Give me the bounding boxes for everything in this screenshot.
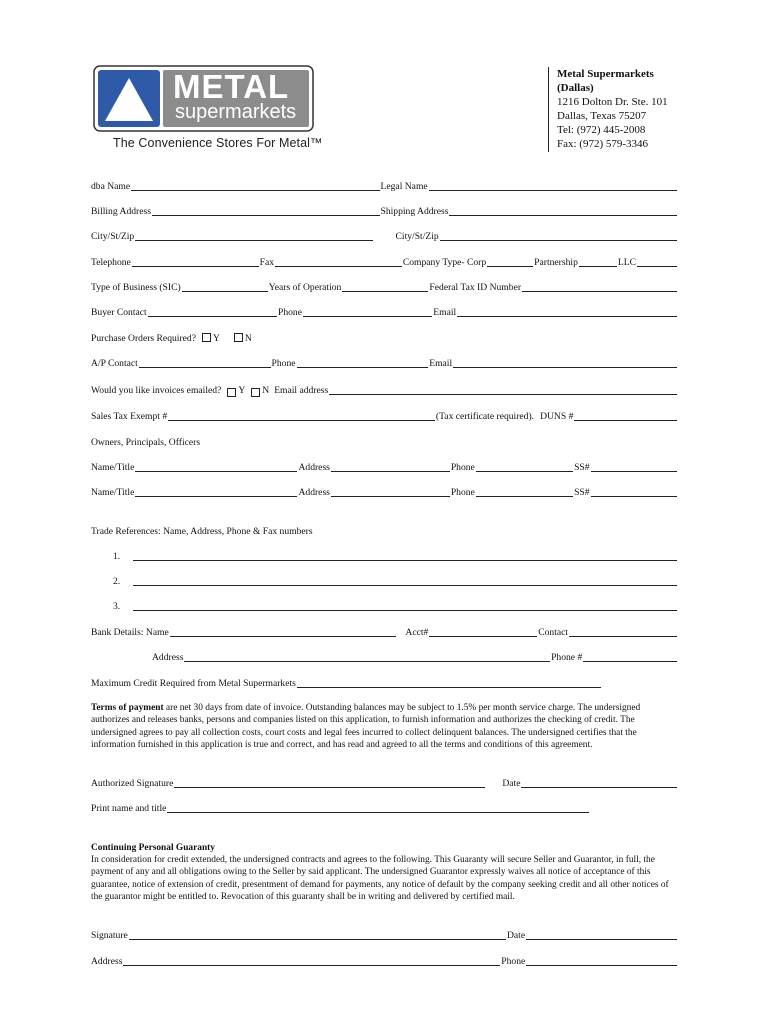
contact-label: Contact (538, 627, 569, 638)
trade-ref2-field[interactable] (133, 576, 677, 586)
ap-email-field[interactable] (453, 358, 677, 368)
address-line: 1216 Dolton Dr. Ste. 101 (557, 96, 668, 109)
llc-field[interactable] (637, 257, 677, 267)
form-row-invoice-email (91, 385, 678, 397)
form-row-signature (91, 930, 678, 942)
phone-label: Phone (450, 462, 475, 473)
ss-label: SS# (574, 462, 590, 473)
po-required-row (91, 333, 252, 345)
form-row-auth-sig (91, 778, 678, 790)
trade-ref1-field[interactable] (133, 551, 677, 561)
name-title-label: Name/Title (91, 487, 135, 498)
form-row-addresses (91, 206, 678, 218)
form-row-guarantor-address (91, 956, 678, 968)
city-label: City/St/Zip (395, 231, 439, 242)
form-row-ap (91, 358, 678, 370)
dba-name-field[interactable] (131, 181, 379, 191)
guaranty-text: In consideration for credit extended, the undersigned contracts and agrees to the following. This Guaranty will secure Seller and Guarantor, in full, the payment of any and all obligations owing to the Seller by said applicant. The undersigned Guarantor expressly waives all notice of acceptance of this guarantee, notice of extension of credit, presentment of demand for payments, any notice of default by the company seeking credit and all other notices of the guarantor might be entitled to. Revocation of this guaranty shall be in writing and delivered by certified mail. (91, 855, 669, 903)
phone-label: Phone (271, 358, 296, 369)
owner1-address-field[interactable] (331, 462, 450, 472)
company-logo (93, 65, 314, 132)
partnership-label: Partnership (534, 257, 578, 268)
shipping-address-field[interactable] (449, 206, 677, 216)
telephone-field[interactable] (132, 257, 259, 267)
legal-name-field[interactable] (429, 181, 677, 191)
form-row-sales-tax (91, 411, 678, 423)
email-address-label: Email address (274, 385, 329, 396)
trade-ref-row (113, 576, 678, 588)
shipping-address-label: Shipping Address (380, 206, 449, 217)
fax-label: Fax (259, 257, 275, 268)
sic-field[interactable] (182, 282, 268, 292)
form-row-names (91, 181, 678, 193)
owners-label: Owners, Principals, Officers (91, 437, 201, 448)
po-no-checkbox[interactable] (234, 333, 243, 342)
tagline: The Convenience Stores For Metal™ (113, 136, 323, 150)
email-label: Email (429, 358, 453, 369)
authorized-signature-label: Authorized Signature (91, 778, 174, 789)
ss-label: SS# (574, 487, 590, 498)
yes-label: Y (212, 333, 220, 344)
form-row-business (91, 282, 678, 294)
tax-cert-label: (Tax certificate required). (435, 411, 535, 422)
owner2-phone-field[interactable] (476, 487, 573, 497)
owner1-phone-field[interactable] (476, 462, 573, 472)
authorized-signature-field[interactable] (174, 778, 485, 788)
bank-name-field[interactable] (170, 627, 397, 637)
auth-date-field[interactable] (521, 778, 677, 788)
fax-field[interactable] (275, 257, 402, 267)
company-address (548, 67, 668, 152)
trade-ref-row (113, 551, 678, 563)
date-label: Date (506, 930, 526, 941)
bank-address-field[interactable] (184, 652, 550, 662)
bank-contact-field[interactable] (569, 627, 677, 637)
years-operation-label: Years of Operation (268, 282, 342, 293)
form-row-max-credit (91, 678, 602, 690)
po-yes-checkbox[interactable] (202, 333, 211, 342)
corp-field[interactable] (487, 257, 533, 267)
no-label: N (262, 385, 270, 396)
bank-address-label: Address (152, 652, 184, 663)
email-label: Email (433, 307, 457, 318)
terms-paragraph (91, 702, 681, 752)
po-required-label: Purchase Orders Required? (91, 333, 196, 344)
address-label: Address (91, 956, 123, 967)
buyer-contact-field[interactable] (148, 307, 277, 317)
city-label: City/St/Zip (91, 231, 135, 242)
print-name-label: Print name and title (91, 803, 167, 814)
phone-label: Phone (501, 956, 526, 967)
form-row-city (91, 231, 678, 243)
address-label: Address (298, 462, 330, 473)
signature-label: Signature (91, 930, 128, 941)
guarantor-date-field[interactable] (526, 930, 677, 940)
buyer-contact-label: Buyer Contact (91, 307, 147, 318)
yes-label: Y (238, 385, 246, 396)
acct-label: Acct# (405, 627, 429, 638)
terms-heading: Terms of payment (91, 703, 164, 713)
logo-metal-text: METAL (173, 68, 290, 105)
duns-field[interactable] (574, 411, 677, 421)
logo-supermarkets-text: supermarkets (175, 101, 297, 123)
form-row-print-name (91, 803, 590, 815)
ref-number: 1. (113, 551, 121, 562)
invoice-yes-checkbox[interactable] (227, 388, 236, 397)
owner1-name-field[interactable] (135, 462, 297, 472)
trade-ref3-field[interactable] (133, 601, 677, 611)
max-credit-label: Maximum Credit Required from Metal Supermarkets (91, 678, 296, 689)
form-row-owner1 (91, 462, 678, 474)
federal-tax-field[interactable] (522, 282, 677, 292)
llc-label: LLC (617, 257, 636, 268)
owner2-address-field[interactable] (331, 487, 450, 497)
form-row-bank-address (152, 652, 678, 664)
address-line: Tel: (972) 445-2008 (557, 124, 646, 137)
form-row-buyer (91, 307, 678, 319)
partnership-field[interactable] (579, 257, 617, 267)
max-credit-field[interactable] (297, 678, 601, 688)
bank-phone-field[interactable] (583, 652, 677, 662)
guarantor-phone-field[interactable] (526, 956, 677, 966)
terms-text: are net 30 days from date of invoice. Outstanding balances may be subject to 1.5% per month service charge. The undersigned authorizes and releases banks, persons and companies listed on this application, to furnish information and authorizes the checking of credit. The undersigned agrees to pay all collection costs, court costs and legal fees incurred to collect delinquent balances. The undersigned certifies that the information furnished in this application is true and correct, and has read and agreed to all the terms and conditions of this agreement. (91, 703, 641, 751)
ref-number: 2. (113, 576, 121, 587)
ap-contact-field[interactable] (139, 358, 271, 368)
legal-name-label: Legal Name (380, 181, 428, 192)
bank-name-label: Bank Details: Name (91, 627, 169, 638)
billing-address-label: Billing Address (91, 206, 151, 217)
address-line: Dallas, Texas 75207 (557, 110, 647, 123)
sales-tax-field[interactable] (168, 411, 435, 421)
dba-name-label: dba Name (91, 181, 131, 192)
guarantor-address-field[interactable] (123, 956, 500, 966)
guarantor-signature-field[interactable] (129, 930, 506, 940)
address-label: Address (298, 487, 330, 498)
years-field[interactable] (342, 282, 428, 292)
duns-label: DUNS # (540, 411, 574, 422)
date-label: Date (502, 778, 521, 789)
address-line: (Dallas) (557, 82, 594, 95)
owner2-name-field[interactable] (135, 487, 297, 497)
invoice-email-field[interactable] (329, 385, 677, 395)
phone-label: Phone (450, 487, 475, 498)
phone-label: Phone (277, 307, 302, 318)
sales-tax-label: Sales Tax Exempt # (91, 411, 168, 422)
shipping-city-field[interactable] (440, 231, 677, 241)
buyer-phone-field[interactable] (303, 307, 432, 317)
ap-contact-label: A/P Contact (91, 358, 138, 369)
ref-number: 3. (113, 601, 121, 612)
form-row-bank (91, 627, 678, 639)
address-line: Fax: (972) 579-3346 (557, 138, 649, 151)
ap-phone-field[interactable] (297, 358, 429, 368)
telephone-label: Telephone (91, 257, 131, 268)
invoices-emailed-label: Would you like invoices emailed? (91, 385, 222, 396)
guaranty-heading: Continuing Personal Guaranty (91, 843, 215, 853)
acct-field[interactable] (429, 627, 537, 637)
form-row-telephone (91, 257, 678, 269)
invoice-no-checkbox[interactable] (251, 388, 260, 397)
billing-city-field[interactable] (135, 231, 372, 241)
trade-ref-row (113, 601, 678, 613)
name-title-label: Name/Title (91, 462, 135, 473)
owner2-ss-field[interactable] (591, 487, 677, 497)
trade-refs-label: Trade References: Name, Address, Phone & Fax numbers (91, 526, 313, 537)
billing-address-field[interactable] (152, 206, 380, 216)
phone-number-label: Phone # (551, 652, 583, 663)
federal-tax-label: Federal Tax ID Number (429, 282, 522, 293)
owner1-ss-field[interactable] (591, 462, 677, 472)
print-name-field[interactable] (167, 803, 589, 813)
type-business-label: Type of Business (SIC) (91, 282, 181, 293)
buyer-email-field[interactable] (457, 307, 677, 317)
form-row-owner2 (91, 487, 678, 499)
company-type-label: Company Type- Corp (402, 257, 487, 268)
address-line: Metal Supermarkets (557, 68, 654, 80)
no-label: N (244, 333, 252, 344)
